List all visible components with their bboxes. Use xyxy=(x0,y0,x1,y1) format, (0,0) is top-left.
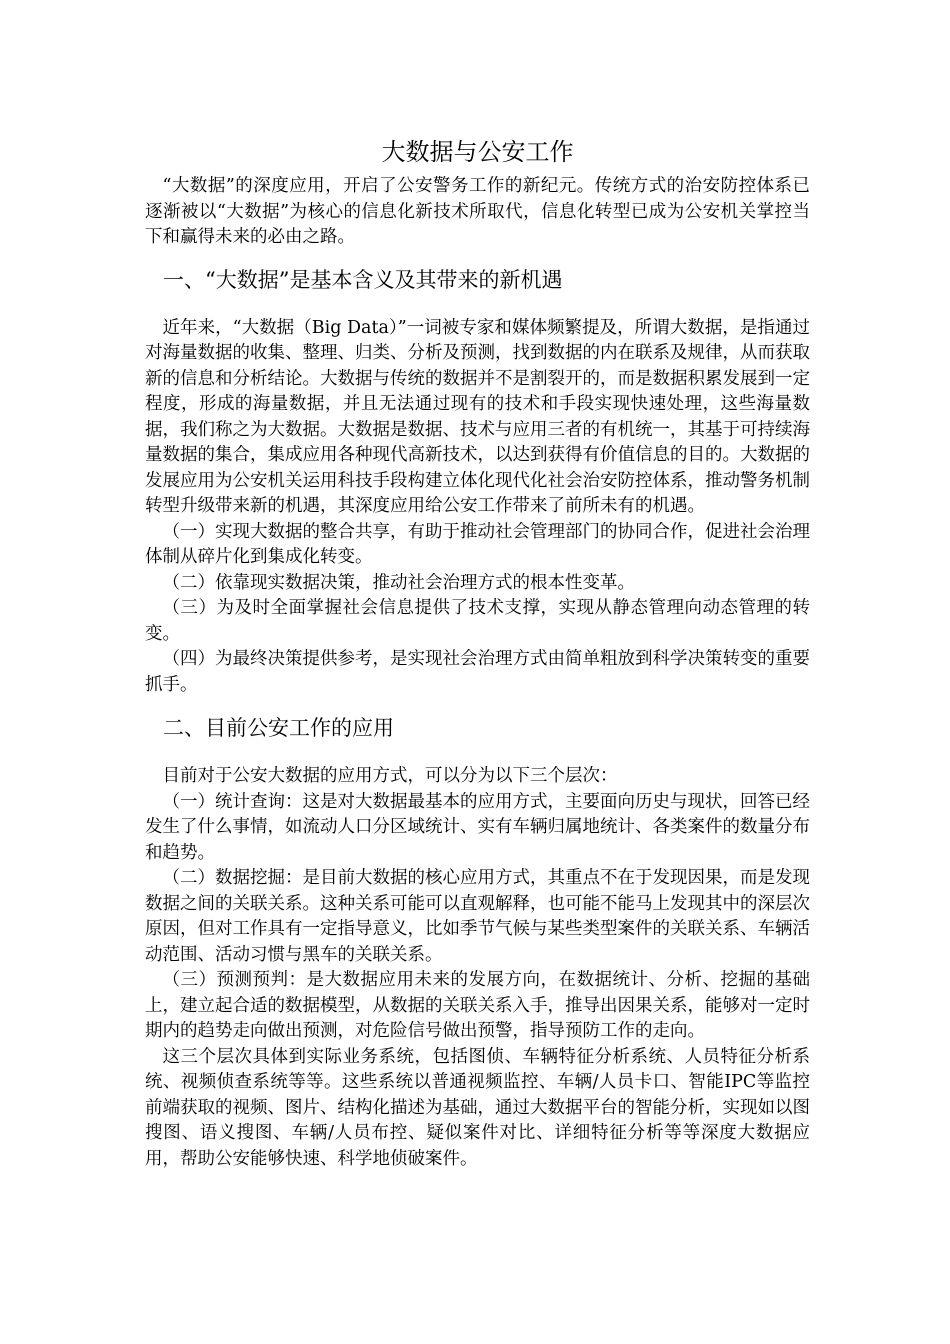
intro-paragraph: “大数据”的深度应用，开启了公安警务工作的新纪元。传统方式的治安防控体系已逐渐被以“大数据”为核心的信息化新技术所取代，信息化转型已成为公安机关掌控当下和赢得未来的必由之路。 xyxy=(145,176,810,247)
section-2-item-1: （一）统计查询：这是对大数据最基本的应用方式，主要面向历史与现状，回答已经发生了什么事情，如流动人口分区域统计、实有车辆归属地统计、各类案件的数量分布和趋势。 xyxy=(145,791,810,863)
section-2-intro: 目前对于公安大数据的应用方式，可以分为以下三个层次： xyxy=(162,766,618,786)
document-title: 大数据与公安工作 xyxy=(381,138,574,166)
section-2-heading: 二、目前公安工作的应用 xyxy=(163,716,394,740)
section-2-item-2: （二）数据挖掘：是目前大数据的核心应用方式，其重点不在于发现因果，而是发现数据之间的关联关系。这种关系可能可以直观解释，也可能不能马上发现其中的深层次原因，但对工作具有一定指导意义，比如季节气候与某些类型案件的关联关系、车辆活动范围、活动习惯与黑车的关联关系。 xyxy=(145,868,810,965)
section-1-paragraph: 近年来，“大数据（Big Data）”一词被专家和媒体频繁提及，所谓大数据，是指通过对海量数据的收集、整理、归类、分析及预测，找到数据的内在联系及规律，从而获取新的信息和分析结论。大数据与传统的数据并不是割裂开的，而是数据积累发展到一定程度，形成的海量数据，并且无法通过现有的技术和手段实现快速处理，这些海量数据，我们称之为大数据。大数据是数据、技术与应用三者的有机统一，其基于可持续海量数据的集合，集成应用各种现代高新技术，以达到获得有价值信息的目的。大数据的发展应用为公安机关运用科技手段构建立体化现代化社会治安防控体系，推动警务机制转型升级带来新的机遇，其深度应用给公安工作带来了前所未有的机遇。 xyxy=(145,317,810,516)
document-page xyxy=(145,130,810,1172)
section-2-item-3: （三）预测预判：是大数据应用未来的发展方向，在数据统计、分析、挖掘的基础上，建立起合适的数据模型，从数据的关联关系入手，推导出因果关系，能够对一定时期内的趋势走向做出预测，对危险信号做出预警，指导预防工作的走向。 xyxy=(145,970,810,1041)
section-1-item-2: （二）依靠现实数据决策，推动社会治理方式的根本性变革。 xyxy=(162,572,635,593)
section-1-item-4: （四）为最终决策提供参考，是实现社会治理方式由简单粗放到科学决策转变的重要抓手。 xyxy=(145,649,810,695)
section-1-heading: 一、“大数据”是基本含义及其带来的新机遇 xyxy=(163,267,563,292)
section-2-summary: 这三个层次具体到实际业务系统，包括图侦、车辆特征分析系统、人员特征分析系统、视频侦查系统等等。这些系统以普通视频监控、车辆/人员卡口、智能IPC等监控前端获取的视频、图片、结构化描述为基础，通过大数据平台的智能分析，实现如以图搜图、语义搜图、车辆/人员布控、疑似案件对比、详细特征分析等等深度大数据应用，帮助公安能够快速、科学地侦破案件。 xyxy=(145,1046,810,1169)
section-1-item-1: （一）实现大数据的整合共享，有助于推动社会管理部门的协同合作，促进社会治理体制从碎片化到集成化转变。 xyxy=(145,521,810,567)
section-1-item-3: （三）为及时全面掌握社会信息提供了技术支撑，实现从静态管理向动态管理的转变。 xyxy=(145,598,810,644)
